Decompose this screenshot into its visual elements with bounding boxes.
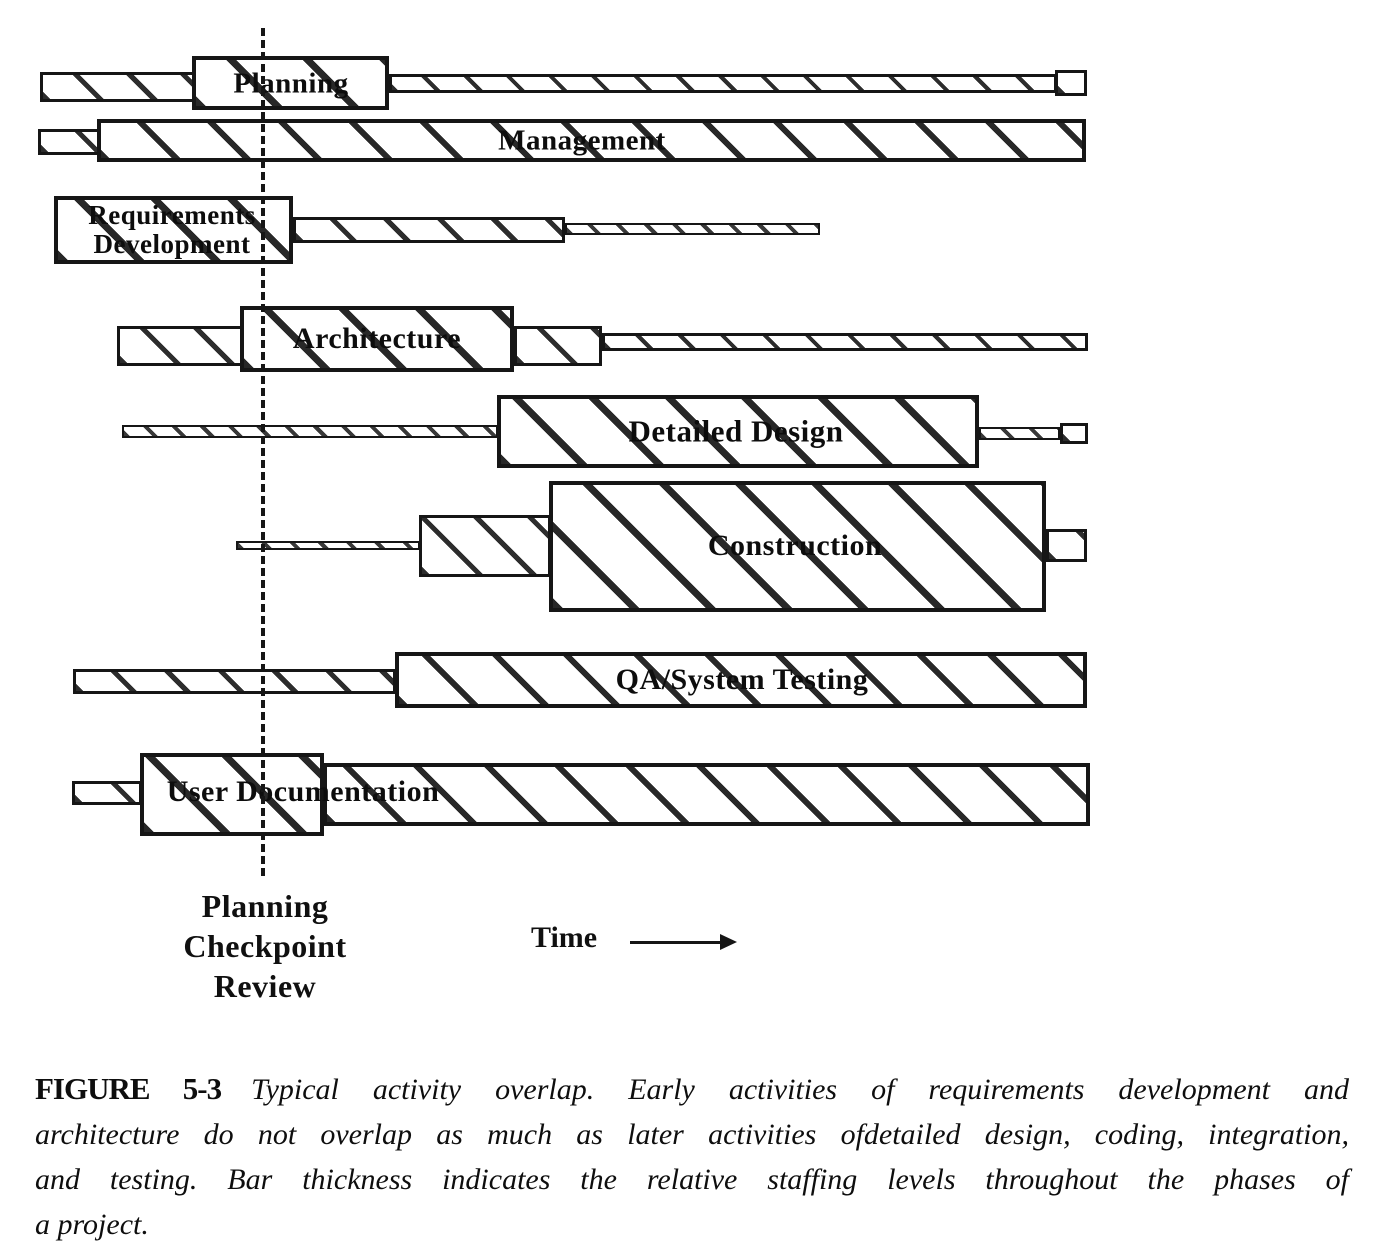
time-arrow-head-icon — [720, 934, 737, 950]
activity-segment-qa-system-testing — [73, 669, 396, 694]
caption-text: Typical activity overlap. Early activities of requirements development and — [251, 1073, 1349, 1106]
activity-label-management: Management — [498, 124, 666, 157]
activity-segment-user-documentation — [72, 781, 142, 805]
activity-segment-requirements-development — [565, 223, 820, 235]
checkpoint-label-line: Review — [213, 968, 317, 1004]
activity-label-user-documentation: User Documentation — [166, 774, 440, 808]
activity-segment-planning — [1055, 70, 1087, 96]
checkpoint-label-line: Planning — [201, 888, 329, 924]
activity-segment-planning — [389, 74, 1057, 93]
checkpoint-label-line: Checkpoint — [183, 928, 347, 964]
activity-label-architecture: Architecture — [292, 321, 462, 355]
figure-caption — [35, 1066, 1349, 1247]
caption-line: and testing. Bar thickness indicates the relative staffing levels throughout the phases of — [35, 1163, 1349, 1196]
activity-segment-architecture — [117, 326, 243, 366]
planning-checkpoint-dashed-line — [261, 28, 265, 876]
activity-segment-management — [38, 129, 100, 155]
activity-segment-architecture — [514, 326, 602, 366]
caption-line — [35, 1066, 1349, 1112]
figure-number-label: FIGURE 5-3 — [35, 1071, 222, 1106]
activity-segment-construction — [1046, 529, 1087, 562]
activity-label-qa-system-testing: QA/System Testing — [615, 662, 869, 696]
activity-label-construction: Construction — [707, 528, 883, 562]
activity-segment-detailed-design — [1060, 423, 1088, 444]
activity-label-requirements-development: Requirements Development — [88, 199, 256, 259]
activity-segment-architecture — [602, 333, 1088, 351]
activity-segment-detailed-design — [979, 427, 1060, 440]
caption-line: architecture do not overlap as much as later activities ofdetailed design, coding, integration, — [35, 1118, 1349, 1151]
activity-segment-requirements-development — [293, 217, 565, 243]
time-axis-label: Time — [531, 921, 598, 954]
activity-label-planning: Planning — [233, 67, 349, 100]
activity-segment-construction — [419, 515, 551, 577]
caption-line: a project. — [35, 1208, 149, 1241]
activity-label-detailed-design: Detailed Design — [628, 413, 844, 449]
activity-segment-planning — [40, 72, 195, 102]
activity-segment-detailed-design — [122, 425, 498, 438]
time-arrow-line — [630, 941, 722, 944]
planning-checkpoint-review-label — [183, 886, 346, 1006]
